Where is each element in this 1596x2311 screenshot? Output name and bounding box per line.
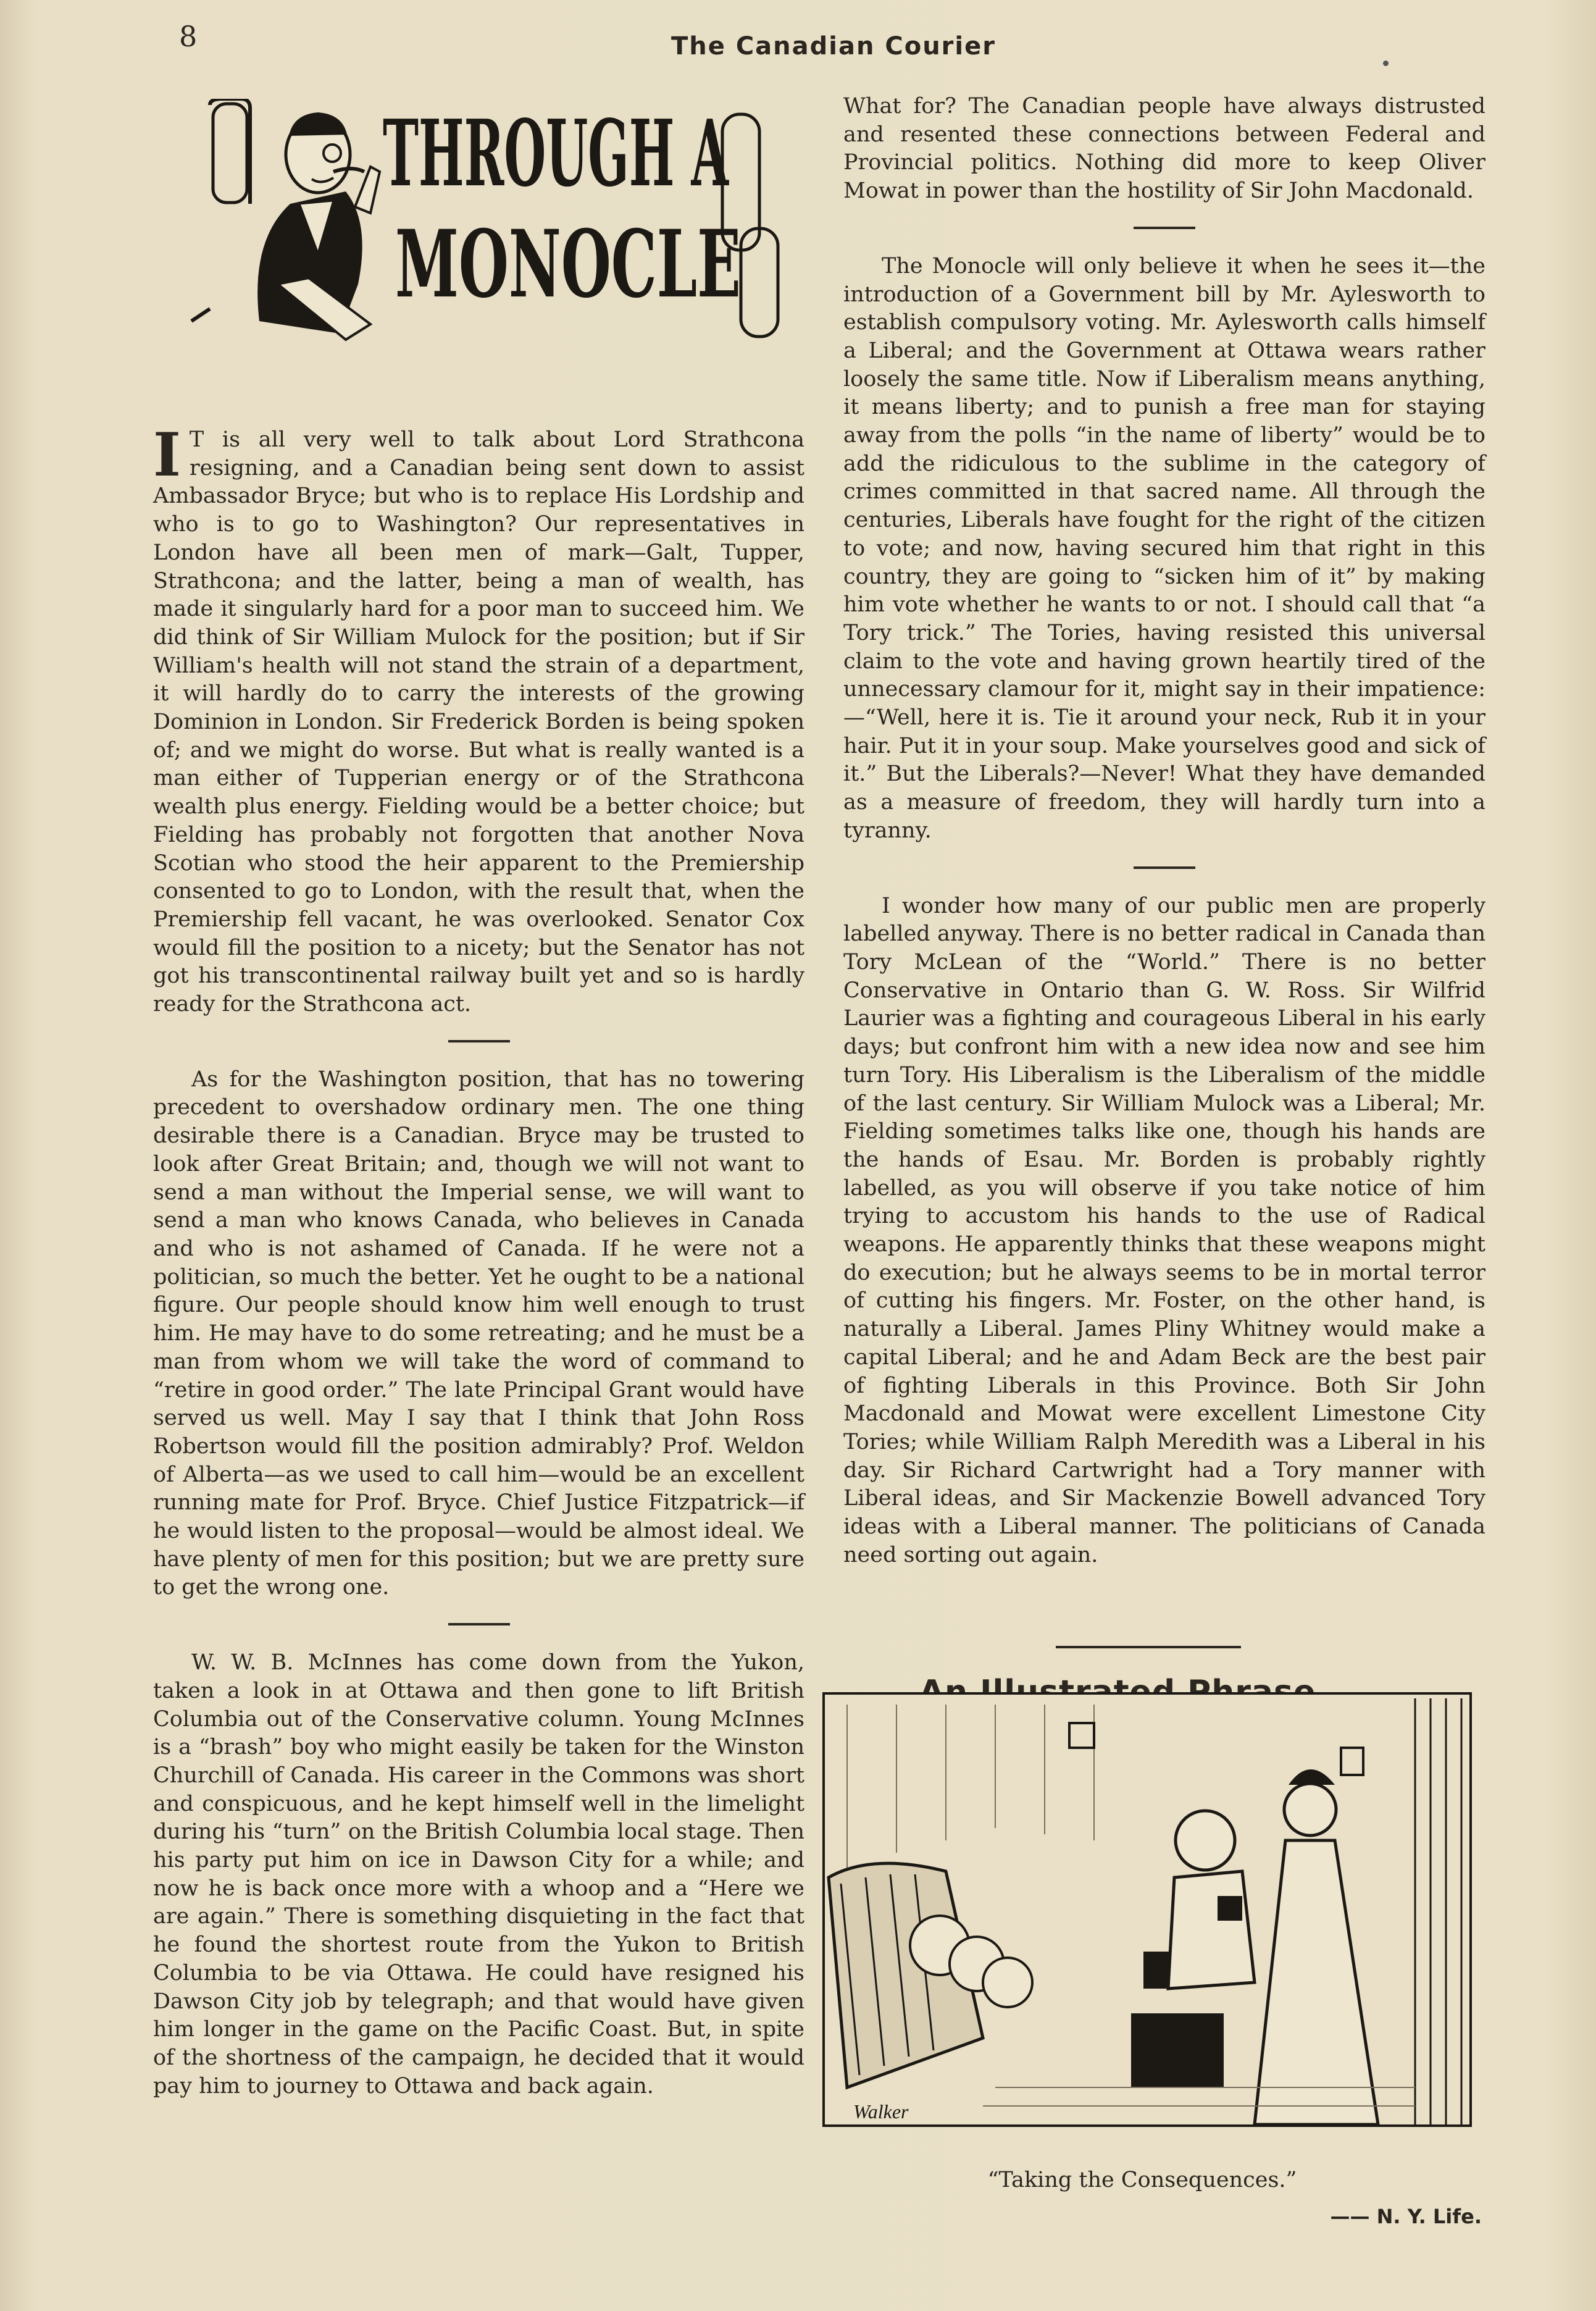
left-column — [153, 420, 804, 2100]
article-paragraph: As for the Washington position, that has no towering precedent to overshadow ordinary men. The one thing desirable there is a Canadian. Bryce may be trusted to look after Great Britain; and, though we will not want to send a man without the Imperial sense, we will want to send a man who knows Canada, who believes in Canada and who is not ashamed of Canada. If he were not a politician, so much the better. Yet he ought to be a national figure. Our people should know him well enough to trust him. He may have to do some retreating; and he must be a man from whom we will take the word of command to “retire in good order.” The late Principal Grant would have served us well. May I say that I think that John Ross Robertson would fill the position admirably? Prof. Weldon of Alberta—as we used to call him—would be an excellent running mate for Prof. Bryce. Chief Justice Fitzpatrick—if he would listen to the proposal—would be almost ideal. We have plenty of men for this position; but we are pretty sure to get the wrong one. — [153, 1067, 804, 1600]
page-number: 8 — [179, 20, 198, 53]
banner-title-line2: MONOCLE — [395, 210, 741, 319]
ink-speck — [1383, 61, 1389, 66]
article-paragraph — [153, 420, 804, 1019]
taking-the-consequences-cartoon — [822, 1692, 1472, 2194]
through-a-monocle-banner — [185, 99, 821, 358]
banner-title-line1: THROUGH A — [383, 99, 730, 207]
illustration-divider — [1056, 1646, 1241, 1648]
article-paragraph: W. W. B. McInnes has come down from the Yukon, taken a look in at Ottawa and then gone to lift British Columbia out of the Conservative column. Young McInnes is a “brash” boy who might easily be taken for the Winston Churchill of Canada. His career in the Commons was short and conspicuous, and he kept himself well in the limelight during his “turn” on the British Columbia local stage. Then his party put him on ice in Dawson City for a while; and now he is back once more with a whoop and a “Here we are again.” There is something disquieting in the fact that he found the shortest route from the Yukon to British Columbia to be via Ottawa. He could have resigned his Dawson City job by telegraph; and that would have given him longer in the game on the Pacific Coast. But, in spite of the shortness of the campaign, he decided that it would pay him to journey to Ottawa and back again. — [153, 1650, 804, 2099]
right-column — [843, 93, 1485, 1569]
article-paragraph: I wonder how many of our public men are properly labelled anyway. There is no better radical in Canada than Tory McLean of the “World.” There is no better Conservative in Ontario than G. W. Ross. Sir Wilfrid Laurier was a fighting and courageous Liberal in his early days; but confront him with a new idea now and see him turn Tory. His Liberalism is the Liberalism of the middle of the last century. Sir William Mulock was a Liberal; Mr. Fielding sometimes talks like one, though his hands are the hands of Esau. Mr. Borden is probably rightly labelled, as you will observe if you take notice of him trying to accustom his hands to the use of Radical weapons. He apparently thinks that these weapons might do execution; but he always seems to be in mortal terror of cutting his fingers. Mr. Foster, on the other hand, is naturally a Liberal. James Pliny Whitney would make a capital Liberal; and he and Adam Beck are the best pair of fighting Liberals in this Province. Both Sir John Macdonald and Mowat were excellent Limestone City Tories; while William Ralph Meredith was a Liberal in his day. Sir Richard Cartwright had a Tory manner with Liberal ideas, and Sir Mackenzie Bowell advanced Tory ideas with a Liberal manner. The politicians of Canada need sorting out again. — [843, 893, 1485, 1567]
artist-signature: Walker — [853, 2100, 909, 2123]
section-divider — [448, 1040, 510, 1042]
section-divider — [1134, 866, 1195, 869]
section-divider — [448, 1623, 510, 1625]
monocle-man-illustration — [191, 112, 380, 340]
drop-cap: I — [153, 420, 181, 490]
article-paragraph: The Monocle will only believe it when he sees it—the introduction of a Government bill by Mr. Aylesworth to establish compulsory voting. Mr. Aylesworth calls himself a Liberal; and the Government at Ottawa wears rather loosely the same title. Now if Liberalism means anything, it means liberty; and to punish a free man for staying away from the polls “in the name of liberty” would be to add the ridiculous to the sublime in the category of crimes committed in that sacred name. All through the centuries, Liberals have fought for the right of the citizen to vote; and now, having secured him that right in this country, they are going to “sicken him of it” by making him vote whether he wants to or not. I should call that “a Tory trick.” The Tories, having resisted this universal claim to the vote and having grown heartily tired of the unnecessary clamour for it, might say in their impatience:—“Well, here it is. Tie it around your neck, Rub it in your hair. Put it in your soup. Make yourselves good and sick of it.” But the Liberals?—Never! What they have demanded as a measure of freedom, they will hardly turn into a tyranny. — [843, 253, 1485, 843]
article-paragraph: What for? The Canadian people have always distrusted and resented these connections between Federal and Provincial politics. Nothing did more to keep Oliver Mowat in power than the hostility of Sir John Macdonald. — [843, 94, 1485, 204]
illustration-caption: “Taking the Consequences.” — [987, 2168, 1297, 2192]
paragraph-text: T is all very well to talk about Lord Strathcona resigning, and a Canadian being sent down to assist Ambassador Bryce; but who is to replace His Lordship and who is to go to Washington? Our representatives in London have all been men of mark—Galt, Tupper, Strathcona; and the latter, being a man of wealth, has made it singularly hard for a poor man to succeed him. We did think of Sir William Mulock for the position; but if Sir William's health will not stand the strain of a department, it will hardly do to carry the interests of the growing Dominion in London. Sir Frederick Borden is being spoken of; and we might do worse. But what is really wanted is a man either of Tupperian energy or of the Strathcona wealth plus energy. Fielding would be a better choice; but Fielding has probably not forgotten that another Nova Scotian who stood the heir apparent to the Premiership consented to go to London, with the result that, when the Premiership fell vacant, he was overlooked. Senator Cox would fill the position to a nicety; but the Senator has not got his transcontinental railway built yet and so is hardly ready for the Strathcona act. — [153, 427, 804, 1017]
running-head: The Canadian Courier — [671, 32, 996, 61]
illustration-credit: —— N. Y. Life. — [1330, 2205, 1482, 2228]
section-divider — [1134, 227, 1195, 229]
